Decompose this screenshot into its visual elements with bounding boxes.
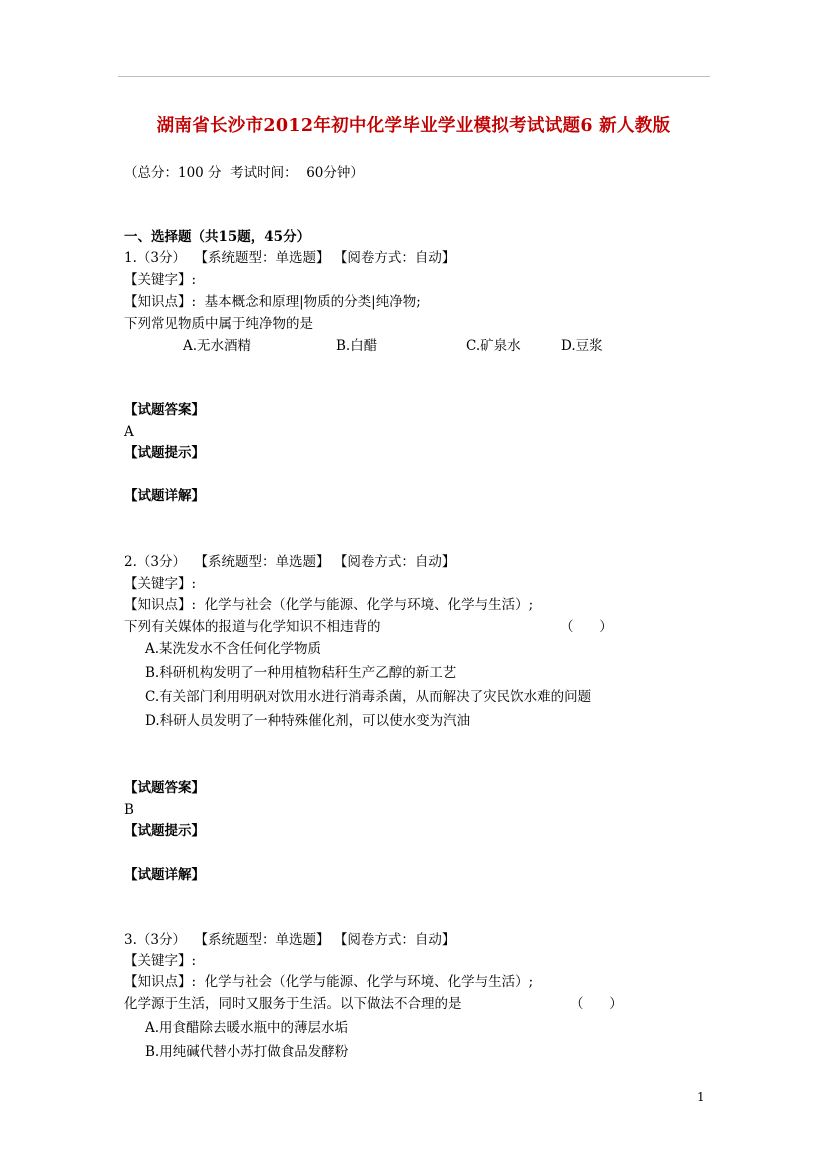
- question-1-option-c: C.矿泉水: [466, 338, 521, 354]
- question-2-header: 2.（3分） 【系统题型：单选题】 【阅卷方式：自动】: [124, 554, 456, 570]
- question-2-stem: 下列有关媒体的报道与化学知识不相违背的: [124, 619, 381, 635]
- question-3-keyword: 【关键字】:: [124, 953, 197, 969]
- question-1-stem: 下列常见物质中属于纯净物的是: [124, 316, 313, 332]
- question-3-knowledge: 【知识点】: 化学与社会（化学与能源、化学与环境、化学与生活）;: [124, 974, 534, 990]
- question-3-option-b: B.用纯碱代替小苏打做食品发酵粉: [145, 1044, 349, 1060]
- question-1-option-d: D.豆浆: [561, 338, 603, 354]
- question-2-option-b: B.科研机构发明了一种用植物秸秆生产乙醇的新工艺: [145, 665, 457, 681]
- question-3-stem: 化学源于生活，同时又服务于生活。以下做法不合理的是: [124, 996, 462, 1012]
- document-title: 湖南省长沙市2012年初中化学毕业学业模拟考试试题6 新人教版: [156, 116, 671, 136]
- question-1-knowledge: 【知识点】: 基本概念和原理|物质的分类|纯净物;: [124, 294, 421, 310]
- header-rule: [118, 76, 710, 77]
- question-3-option-a: A.用食醋除去暖水瓶中的薄层水垢: [145, 1020, 349, 1036]
- question-1-option-b: B.白醋: [336, 338, 378, 354]
- question-1-header: 1.（3分） 【系统题型：单选题】 【阅卷方式：自动】: [124, 250, 456, 266]
- exam-meta: （总分：100 分 考试时间： 60分钟）: [124, 165, 364, 181]
- question-1-hint-label: 【试题提示】: [124, 445, 205, 461]
- question-1-option-a: A.无水酒精: [183, 338, 252, 354]
- question-2-detail-label: 【试题详解】: [124, 867, 205, 883]
- question-2-answer: B: [124, 802, 134, 818]
- question-1-detail-label: 【试题详解】: [124, 488, 205, 504]
- question-2-option-c: C.有关部门利用明矾对饮用水进行消毒杀菌，从而解决了灾民饮水难的问题: [145, 689, 592, 705]
- question-2-option-a: A.某洗发水不含任何化学物质: [145, 641, 322, 657]
- question-1-keyword: 【关键字】:: [124, 272, 197, 288]
- section-heading: 一、选择题（共15题，45分）: [124, 229, 311, 245]
- page-number: 1: [697, 1090, 705, 1104]
- question-2-option-d: D.科研人员发明了一种特殊催化剂，可以使水变为汽油: [145, 713, 471, 729]
- question-2-knowledge: 【知识点】: 化学与社会（化学与能源、化学与环境、化学与生活）;: [124, 597, 534, 613]
- question-1-answer: A: [124, 424, 134, 440]
- question-2-answer-blank: （ ）: [560, 619, 613, 635]
- question-3-answer-blank: （ ）: [570, 996, 623, 1012]
- question-2-keyword: 【关键字】:: [124, 576, 197, 592]
- question-2-hint-label: 【试题提示】: [124, 823, 205, 839]
- question-2-answer-label: 【试题答案】: [124, 780, 205, 796]
- question-3-header: 3.（3分） 【系统题型：单选题】 【阅卷方式：自动】: [124, 932, 456, 948]
- question-1-answer-label: 【试题答案】: [124, 402, 205, 418]
